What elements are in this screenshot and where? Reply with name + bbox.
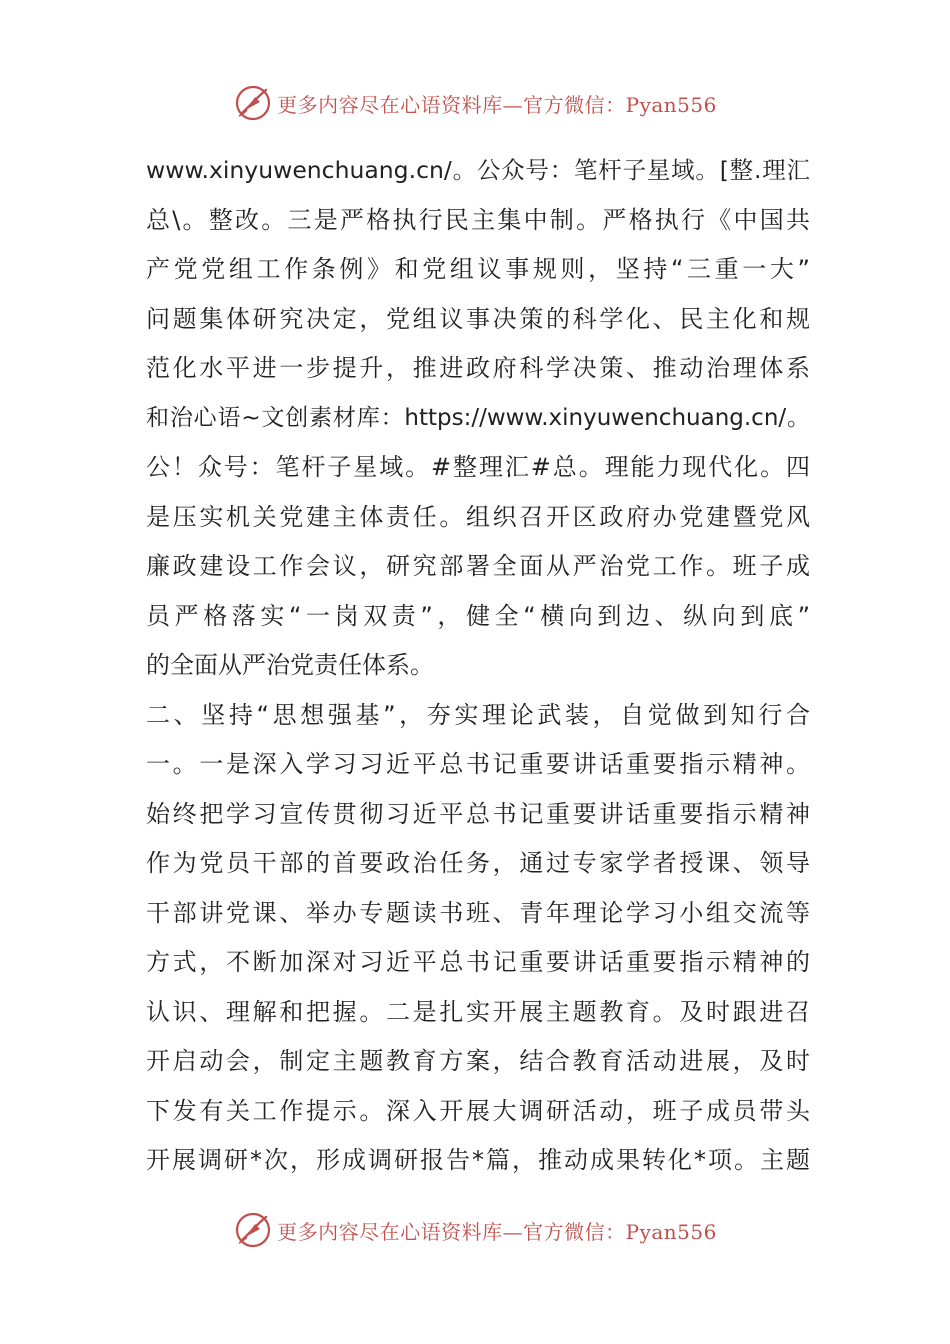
text-line: 廉政建设工作会议，研究部署全面从严治党工作。班子成: [146, 552, 810, 580]
text-line: 开展调研*次，形成调研报告*篇，推动成果转化*项。主题: [146, 1146, 810, 1174]
text-line: 和治心语~文创素材库：https://www.xinyuwenchuang.cn/。: [146, 404, 810, 431]
banner-text: 更多内容尽在心语资料库—官方微信：Pyan556: [277, 1219, 717, 1244]
text-line: 作为党员干部的首要政治任务，通过专家学者授课、领导: [146, 849, 810, 877]
text-line: 下发有关工作提示。深入开展大调研活动，班子成员带头: [146, 1096, 810, 1125]
pen-nib-logo-icon: [233, 83, 273, 123]
text-line: 干部讲党课、举办专题读书班、青年理论学习小组交流等: [146, 898, 810, 927]
text-line: 公！众号：笔杆子星域。#整理汇#总。理能力现代化。四: [146, 453, 810, 481]
text-line: 范化水平进一步提升，推进政府科学决策、推动治理体系: [146, 354, 810, 382]
text-line: 的全面从严治党责任体系。: [146, 651, 434, 679]
banner-text: 更多内容尽在心语资料库—官方微信：Pyan556: [277, 92, 717, 117]
text-line: 产党党组工作条例》和党组议事规则，坚持“三重一大”: [146, 255, 810, 283]
text-line: 一。一是深入学习习近平总书记重要讲话重要指示精神。: [146, 750, 810, 778]
header-banner: [0, 81, 950, 125]
document-body: [146, 146, 810, 1186]
pen-nib-logo-icon: [233, 1210, 273, 1250]
text-line: 是压实机关党建主体责任。组织召开区政府办党建暨党风: [146, 502, 810, 531]
footer-banner: [0, 1208, 950, 1252]
text-line: 问题集体研究决定，党组议事决策的科学化、民主化和规: [146, 304, 810, 333]
text-line: 总\。整改。三是严格执行民主集中制。严格执行《中国共: [146, 205, 810, 234]
text-line: 开启动会，制定主题教育方案，结合教育活动进展，及时: [146, 1047, 810, 1075]
text-line: www.xinyuwenchuang.cn/。公众号：笔杆子星域。[整.理汇: [146, 156, 810, 184]
text-line: 员严格落实“一岗双责”，健全“横向到边、纵向到底”: [146, 601, 810, 630]
text-line: 认识、理解和把握。二是扎实开展主题教育。及时跟进召: [146, 997, 810, 1026]
section-heading-line: 二、坚持“思想强基”，夯实理论武装，自觉做到知行合: [146, 700, 810, 729]
text-line: 方式，不断加深对习近平总书记重要讲话重要指示精神的: [146, 948, 810, 976]
text-line: 始终把学习宣传贯彻习近平总书记重要讲话重要指示精神: [146, 799, 810, 828]
